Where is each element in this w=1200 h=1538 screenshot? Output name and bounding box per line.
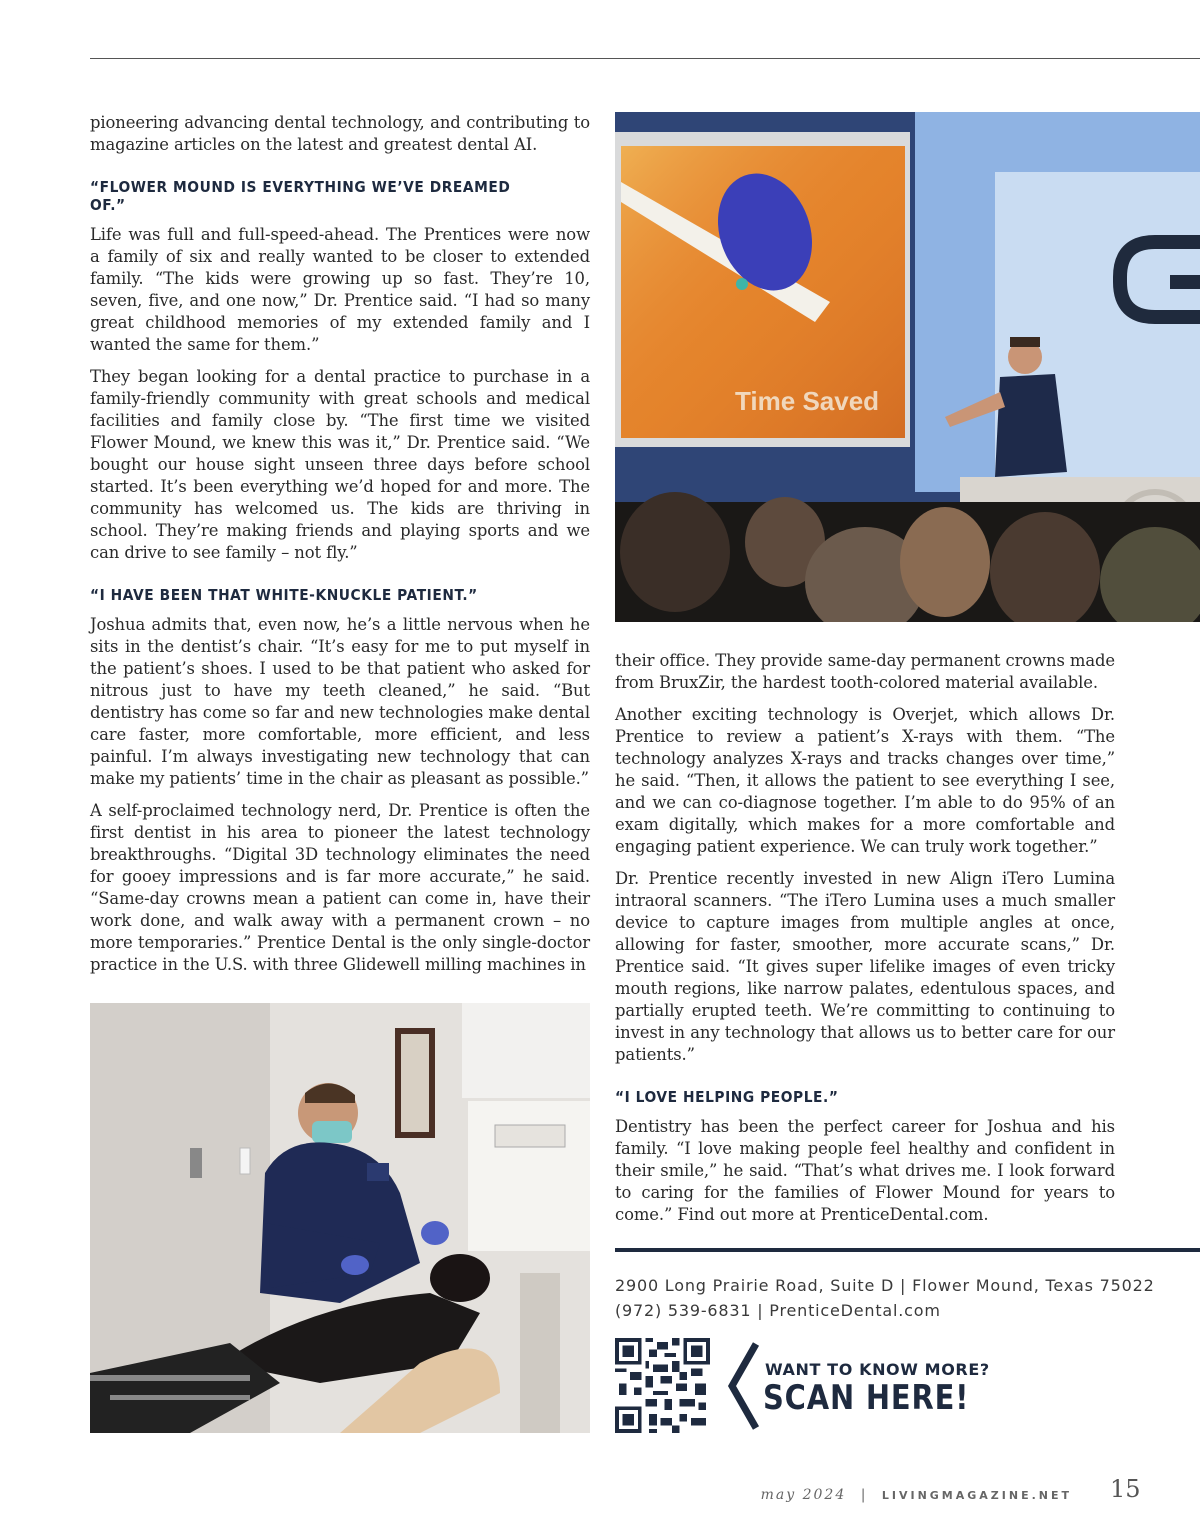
contact-address: 2900 Long Prairie Road, Suite D | Flower Mound, Texas 75022 <box>615 1276 1155 1295</box>
top-rule <box>90 58 1200 59</box>
qr-code[interactable] <box>615 1338 710 1433</box>
prentice-dental-badge <box>367 1163 389 1181</box>
paragraph-bruxzir: their office. They provide same-day permanent crowns made from BruxZir, the hardest tooth-colored material available. <box>615 651 1115 692</box>
right-column <box>615 650 1115 1236</box>
section-heading-flower-mound: “FLOWER MOUND IS EVERYTHING WE’VE DREAMED OF.” <box>90 178 511 214</box>
presentation-photo <box>615 112 1200 622</box>
footer-rule <box>615 1248 1200 1252</box>
page-number: 15 <box>1110 1475 1141 1503</box>
section-heading-white-knuckle: “I HAVE BEEN THAT WHITE-KNUCKLE PATIENT.” <box>90 586 478 604</box>
chevron-left-icon <box>722 1340 762 1432</box>
paragraph-family: Life was full and full-speed-ahead. The Prentices were now a family of six and really wanted to be closer to extended family. “The kids were growing up so fast. They’re 10, seven, five, and one now,” Dr. Prentice said. “I had so many great childhood memories of my extended family and I wanted the same for them.” <box>90 225 590 354</box>
paragraph-itero: Dr. Prentice recently invested in new Align iTero Lumina intraoral scanners. “The iTero Lumina uses a much smaller device to capture images from multiple angles at once, allowing for faster, smoother, more accurate scans,” Dr. Prentice said. “It gives super lifelike images of even tricky mouth regions, like narrow palates, edentulous spaces, and partially erupted teeth. We’re committing to continuing to invest in any technology that allows us to better care for our patients.” <box>615 869 1115 1064</box>
folio <box>761 1487 1072 1503</box>
section-heading-helping-people: “I LOVE HELPING PEOPLE.” <box>615 1088 839 1106</box>
paragraph-overjet: Another exciting technology is Overjet, which allows Dr. Prentice to review a patient’s X-rays with them. “The technology analyzes X-rays and tracks changes over time,” he said. “Then, it allows the patient to see everything I see, and we can co-diagnose together. I’m able to do 95% of an exam digitally, which makes for a more comfortable and engaging patient experience. We can truly work together.” <box>615 705 1115 856</box>
screen-caption-text: Time Saved <box>735 386 880 416</box>
left-column <box>90 112 590 986</box>
contact-phone-web: (972) 539-6831 | PrenticeDental.com <box>615 1301 941 1320</box>
dentist-photo <box>90 1003 590 1433</box>
cta-scan-here: SCAN HERE! <box>763 1378 970 1418</box>
cta-want-to-know-more: WANT TO KNOW MORE? <box>765 1360 990 1379</box>
paragraph-nervous-patient: Joshua admits that, even now, he’s a little nervous when he sits in the dentist’s chair. “It’s easy for me to put myself in the patient’s shoes. I used to be that patient who asked for nitrous just to have my teeth cleaned,” he said. “But dentistry has come so far and new technologies make dental care faster, more comfortable, more efficient, and less painful. I’m always investigating new technology that can make my patients’ time in the chair as pleasant as possible.” <box>90 615 590 788</box>
paragraph-technology-nerd: A self-proclaimed technology nerd, Dr. Prentice is often the first dentist in his area to pioneer the latest technology breakthroughs. “Digital 3D technology eliminates the need for gooey impressions and is far more accurate,” he said. “Same-day crowns mean a patient can come in, have their work done, and walk away with a permanent crown – no more temporaries.” Prentice Dental is the only single-doctor practice in the U.S. with three Glidewell milling machines in <box>90 801 590 974</box>
intro-paragraph: pioneering advancing dental technology, and contributing to magazine articles on the latest and greatest dental AI. <box>90 113 590 154</box>
issue-date: may 2024 <box>760 1487 847 1503</box>
paragraph-career: Dentistry has been the perfect career for Joshua and his family. “I love making people feel healthy and confident in their smile,” he said. “That’s what drives me. I look forward to caring for the families of Flower Mound for years to come.” Find out more at PrenticeDental.com. <box>615 1117 1115 1224</box>
folio-separator: | <box>860 1487 868 1503</box>
site-name: LIVINGMAGAZINE.NET <box>881 1489 1072 1502</box>
paragraph-practice-search: They began looking for a dental practice to purchase in a family-friendly community with great schools and medical facilities and family close by. “The first time we visited Flower Mound, we knew this was it,” Dr. Prentice said. “We bought our house sight unseen three days before school started. It’s been everything we’d hoped for and more. The community has welcomed us. The kids are thriving in school. They’re making friends and playing sports and we can drive to see family – not fly.” <box>90 367 590 562</box>
